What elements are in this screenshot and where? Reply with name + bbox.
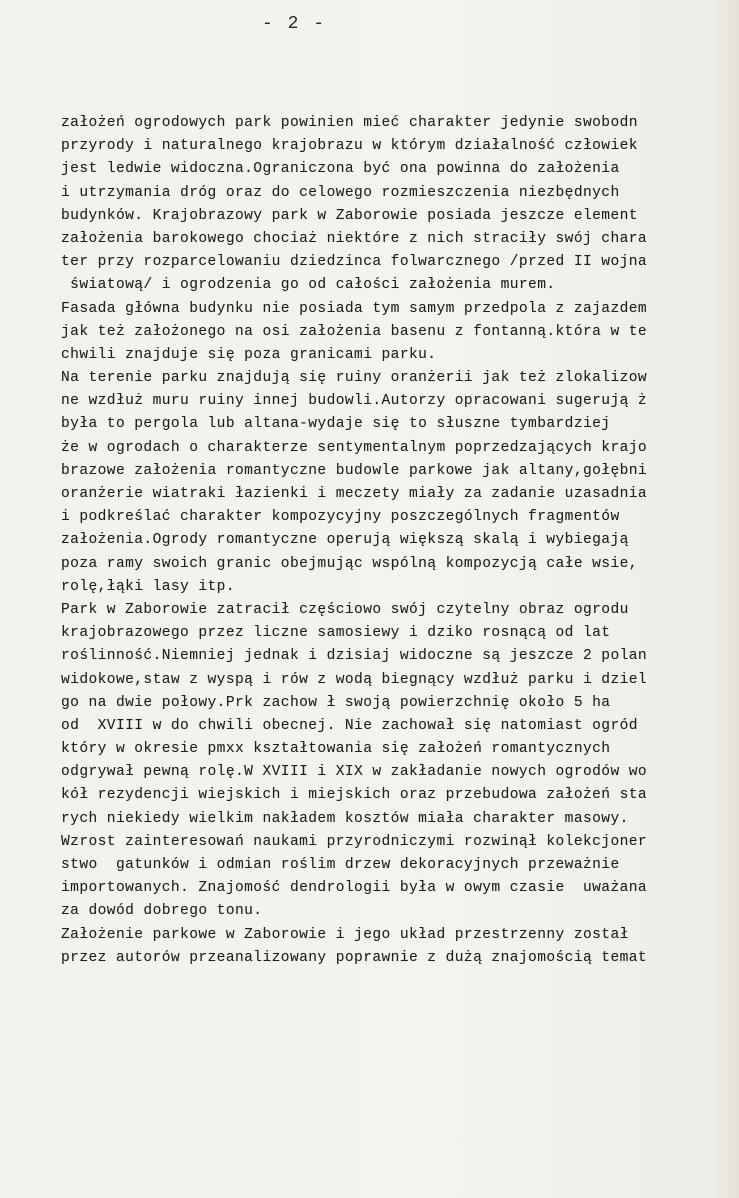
text-line: brazowe założenia romantyczne budowle parkowe jak altany,gołębni [61,462,648,479]
text-line: jest ledwie widoczna.Ograniczona być ona powinna do założenia [61,161,620,178]
text-line: ter przy rozparcelowaniu dziedzinca folwarcznego /przed II wojna [61,254,648,271]
text-line: że w ogrodach o charakterze sentymentalnym poprzedzających krajo [61,439,648,456]
body-text [61,112,739,970]
text-line: krajobrazowego przez liczne samosiewy i dziko rosnącą od lat [61,625,611,642]
text-line: była to pergola lub altana-wydaje się to słuszne tymbardziej [61,416,611,433]
text-line: Wzrost zainteresowań naukami przyrodniczymi rozwinął kolekcjoner [61,833,648,850]
text-line: Fasada główna budynku nie posiada tym samym przedpola z zajazdem [61,300,648,317]
text-line: importowanych. Znajomość dendrologii była w owym czasie uważana [61,880,648,897]
text-line: rych niekiedy wielkim nakładem kosztów miała charakter masowy. [61,810,629,827]
text-line: przez autorów przeanalizowany poprawnie z dużą znajomością temat [61,949,648,966]
text-line: założeń ogrodowych park powinien mieć charakter jedynie swobodn [61,115,638,131]
text-line: jak też założonego na osi założenia basenu z fontanną.która w te [61,323,648,340]
text-line: przyrody i naturalnego krajobrazu w którym działalność człowiek [61,138,638,155]
text-line: kół rezydencji wiejskich i miejskich oraz przebudowa założeń sta [61,787,648,804]
text-line: roślinność.Niemniej jednak i dzisiaj widoczne są jeszcze 2 polan [61,648,648,665]
text-line: budynków. Krajobrazowy park w Zaborowie posiada jeszcze element [61,207,638,224]
text-line: i podkreślać charakter kompozycyjny poszczególnych fragmentów [61,509,620,526]
text-line: za dowód dobrego tonu. [61,903,263,920]
text-line: który w okresie pmxx kształtowania się założeń romantycznych [61,741,611,758]
text-line: chwili znajduje się poza granicami parku. [61,346,437,363]
text-line: założenia barokowego chociaż niektóre z nich straciły swój chara [61,230,648,247]
text-line: Na terenie parku znajdują się ruiny oranżerii jak też zlokalizow [61,370,648,387]
text-line: i utrzymania dróg oraz do celowego rozmieszczenia niezbędnych [61,184,620,201]
text-line: rolę,łąki lasy itp. [61,578,235,595]
text-line: odgrywał pewną rolę.W XVIII i XIX w zakładanie nowych ogrodów wo [61,764,648,781]
page-number: - 2 - [262,14,327,34]
text-line: Park w Zaborowie zatracił częściowo swój czytelny obraz ogrodu [61,601,629,618]
text-line: światową/ i ogrodzenia go od całości założenia murem. [61,277,556,294]
text-line: oranżerie wiatraki łazienki i meczety miały za zadanie uzasadnia [61,486,648,502]
text-line: od XVIII w do chwili obecnej. Nie zachował się natomiast ogród [61,717,638,734]
text-line: ne wzdłuż muru ruiny innej budowli.Autorzy opracowani sugerują ż [61,393,648,410]
text-line: go na dwie połowy.Prk zachow ł swoją powierzchnię około 5 ha [61,694,611,711]
text-line: widokowe,staw z wyspą i rów z wodą biegnący wzdłuż parku i dziel [61,671,648,688]
text-line: stwo gatunków i odmian roślim drzew dekoracyjnych przeważnie [61,857,620,873]
text-line: założenia.Ogrody romantyczne operują większą skalą i wybiegają [61,532,629,549]
text-line: Założenie parkowe w Zaborowie i jego układ przestrzenny został [61,926,629,943]
text-line: poza ramy swoich granic obejmując wspólną kompozycją całe wsie, [61,555,638,572]
